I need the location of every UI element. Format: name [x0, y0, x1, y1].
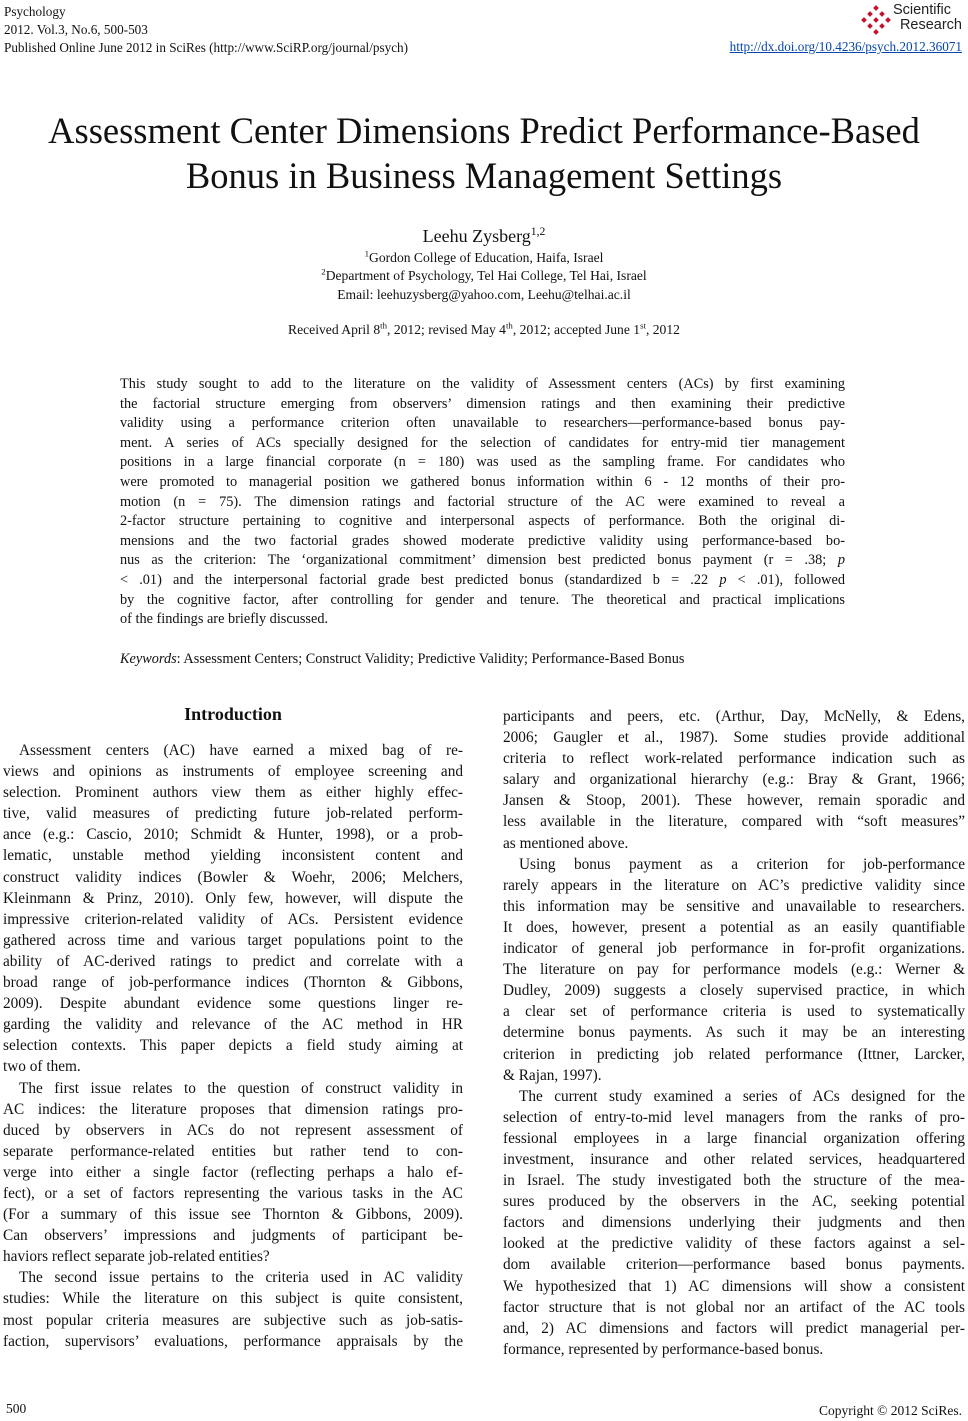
doi-link[interactable]: http://dx.doi.org/10.4236/psych.2012.36071 [729, 39, 962, 54]
abstract-line: were promoted to managerial position we gathered bonus information within 6 - 12 months of their pro- [120, 473, 845, 490]
body-line: gathered across time and various target populations point to the [3, 931, 463, 949]
abstract-line: validity using a performance criterion often unavailable to researchers—performance-based bonus pay- [120, 415, 845, 432]
body-line: verge into either a single factor (reflecting perhaps a halo ef- [3, 1163, 463, 1181]
journal-name: Psychology [4, 4, 66, 19]
body-line: Using bonus payment as a criterion for job-performance [519, 855, 965, 873]
body-line: views and opinions as instruments of employee screening and [3, 763, 463, 781]
body-line: selection contexts. This paper depicts a field study aiming at [3, 1037, 463, 1055]
abstract-line: motion (n = 75). The dimension ratings and factorial structure of the AC were examined to reveal a [120, 493, 845, 510]
body-line: ability of AC-derived ratings to predict and correlate with a [3, 952, 463, 970]
body-line: broad range of job-performance indices (Thornton & Gibbons, [3, 974, 463, 992]
body-left-column [3, 740, 463, 1352]
author-line [0, 226, 968, 247]
logo-text-scientific: Scientific [892, 2, 951, 18]
author-name: Leehu Zysberg [422, 226, 531, 246]
body-line: salary and organizational hierarchy (e.g.: Bray & Grant, 1966; [503, 771, 965, 789]
abstract [120, 375, 845, 630]
logo-text-research: Research [899, 17, 962, 33]
abstract-line: ment. A series of ACs specially designed for the selection of candidates for entry-mid tier management [120, 434, 845, 451]
body-line: lematic, unstable method yielding inconsistent content and [3, 847, 463, 865]
body-line: factors and dimensions underlying their judgments and then [503, 1214, 965, 1232]
abstract-line: by the cognitive factor, after controlling for gender and tenure. The theoretical and practical implications [120, 591, 845, 608]
body-line: The second issue pertains to the criteria used in AC validity [19, 1269, 463, 1287]
journal-volume: 2012. Vol.3, No.6, 500-503 [4, 22, 148, 37]
body-line: garding the validity and relevance of the AC method in HR [3, 1016, 463, 1034]
body-line: impressive criterion-related validity of ACs. Persistent evidence [3, 910, 463, 928]
introduction-heading: Introduction [184, 704, 282, 724]
abstract-line: positions in a large financial corporate (n = 180) was used as the sampling frame. For candidates who [120, 454, 845, 471]
body-line: indicator of general job performance in for-profit organizations. [503, 940, 965, 958]
body-line: factor structure that is not global nor an artifact of the AC tools [503, 1298, 965, 1316]
received-dates: Received April 8th, 2012; revised May 4th, 2012; accepted June 1st, 2012 [288, 320, 680, 337]
body-line: & Rajan, 1997). [503, 1066, 602, 1084]
journal-header [4, 3, 408, 57]
author-sup: 1,2 [530, 225, 546, 238]
abstract-line: 2-factor structure pertaining to cognitive and interpersonal aspects of performance. Both the original di- [120, 513, 845, 530]
body-line: Can observers’ impressions and judgments of participant be- [3, 1227, 463, 1245]
copyright-notice: Copyright © 2012 SciRes. [818, 1403, 962, 1418]
page-number: 500 [6, 1401, 27, 1416]
body-line: participants and peers, etc. (Arthur, Day, McNelly, & Edens, [503, 708, 965, 725]
body-line: criterion in predicting job related performance (Ittner, Larcker, [503, 1045, 965, 1063]
keywords-label: Keywords [120, 651, 177, 667]
abstract-line: mensions and the two factorial grades showed moderate predictive validity using performance-based bo- [120, 532, 845, 549]
body-line: Assessment centers (AC) have earned a mixed bag of re- [19, 742, 463, 759]
body-line: two of them. [3, 1058, 81, 1076]
body-line: selection. Prominent authors view them as either highly effec- [3, 784, 463, 802]
title-line-2: Bonus in Business Management Settings [185, 155, 783, 196]
abstract-line: of the findings are briefly discussed. [120, 611, 329, 628]
body-line: studies: While the literature on this subject is quite consistent, [3, 1290, 463, 1308]
body-line: rarely appears in the literature on AC’s predictive validity since [503, 876, 965, 894]
body-line: (For a summary of this issue see Thornton & Gibbons, 2009). [3, 1206, 463, 1224]
body-line: Dudley, 2009) suggests a closely supervised practice, in which [503, 982, 965, 1000]
body-line: separate performance-related entities but rather tend to con- [3, 1142, 463, 1160]
title-line-1: Assessment Center Dimensions Predict Performance-Based [48, 110, 920, 151]
body-line: We hypothesized that 1) AC dimensions will show a consistent [503, 1277, 965, 1295]
body-line: dom available criterion—performance based bonus payments. [503, 1256, 965, 1274]
abstract-line: the factorial structure emerging from observers’ dimension ratings and then examining their predictive [120, 395, 845, 412]
abstract-line: This study sought to add to the literature on the validity of Assessment centers (ACs) by first examining [120, 376, 845, 392]
body-line: duced by observers in ACs do not represent assessment of [3, 1121, 463, 1139]
affiliation-1: $^1$Gordon College of Education, Haifa, Israel [364, 248, 604, 265]
author-email: Email: leehuzysberg@yahoo.com, Leehu@telhai.ac.il [337, 287, 631, 302]
published-online: Published Online June 2012 in SciRes (http://www.SciRP.org/journal/psych) [4, 40, 409, 55]
body-line: this information may be sensitive and unavailable to researchers. [503, 897, 965, 915]
body-line: The first issue relates to the question of construct validity in [19, 1079, 463, 1097]
body-line: in Israel. The study investigated both the structure of the mea- [503, 1172, 965, 1190]
body-line: 2009). Despite abundant evidence some questions linger re- [3, 995, 463, 1013]
affiliation-2: $^2$Department of Psychology, Tel Hai College, Tel Hai, Israel [321, 266, 647, 283]
body-line: The current study examined a series of ACs designed for the [519, 1087, 965, 1105]
body-line: Jansen & Stoop, 2001). These however, remain sporadic and [503, 792, 965, 810]
scientific-research-logo-icon [861, 5, 891, 35]
body-line: construct validity indices (Bowler & Woehr, 2006; Melchers, [3, 868, 463, 886]
body-line: and, 2) AC dimensions and factors will predict managerial per- [503, 1319, 965, 1337]
body-line: It does, however, present a potential as an easily quantifiable [503, 918, 965, 936]
keywords-text: : Assessment Centers; Construct Validity; Predictive Validity; Performance-Based Bonus [176, 651, 685, 667]
body-line: sures produced by the observers in the AC, seeking potential [503, 1193, 965, 1211]
body-line: faction, supervisors’ evaluations, performance appraisals by the [3, 1332, 463, 1350]
body-line: formance, represented by performance-based bonus. [503, 1340, 824, 1358]
body-line: 2006; Gaugler et al., 1987). Some studies provide additional [503, 729, 965, 747]
body-line: fessional employees in a large financial organization offering [503, 1129, 965, 1147]
abstract-line: nus as the criterion: The ‘organizational commitment’ dimension best predicted bonus payment (r = .38; p [120, 552, 845, 569]
keywords [120, 651, 684, 668]
body-line: as mentioned above. [503, 834, 629, 852]
body-line: less available in the literature, compared with “soft measures” [503, 813, 965, 831]
body-line: AC indices: the literature proposes that dimension ratings pro- [3, 1100, 463, 1118]
body-line: haviors reflect separate job-related entities? [3, 1248, 270, 1266]
body-line: investment, insurance and other related services, headquartered [503, 1150, 965, 1168]
body-line: fect), or a set of factors representing the various tasks in the AC [3, 1184, 463, 1202]
body-line: selection of entry-to-mid level managers from the ranks of pro- [503, 1108, 965, 1126]
body-line: The literature on pay for performance models (e.g.: Werner & [503, 961, 965, 979]
body-line: determine bonus payments. As such it may be an interesting [503, 1024, 965, 1042]
paper-title [0, 108, 968, 198]
body-line: Kleinmann & Prinz, 2010). Only few, however, will dispute the [3, 889, 463, 907]
body-line: criteria to reflect work-related performance indication such as [503, 750, 965, 768]
publisher-header [730, 3, 962, 55]
body-line: a clear set of performance criteria is used to systematically [503, 1003, 965, 1021]
body-line: looked at the predictive validity of these factors against a sel- [503, 1235, 965, 1253]
abstract-line: < .01) and the interpersonal factorial grade best predicted bonus (standardized b = .22 p < .01), followed [120, 571, 845, 588]
publisher-logo [730, 3, 962, 39]
body-right-column [503, 706, 965, 1360]
body-line: most popular criteria measures are subjective such as job-satis- [3, 1311, 463, 1329]
body-line: ance (e.g.: Cascio, 2010; Schmidt & Hunter, 1998), or a prob- [3, 826, 463, 844]
body-line: tive, valid measures of predicting future job-related perform- [3, 805, 463, 823]
